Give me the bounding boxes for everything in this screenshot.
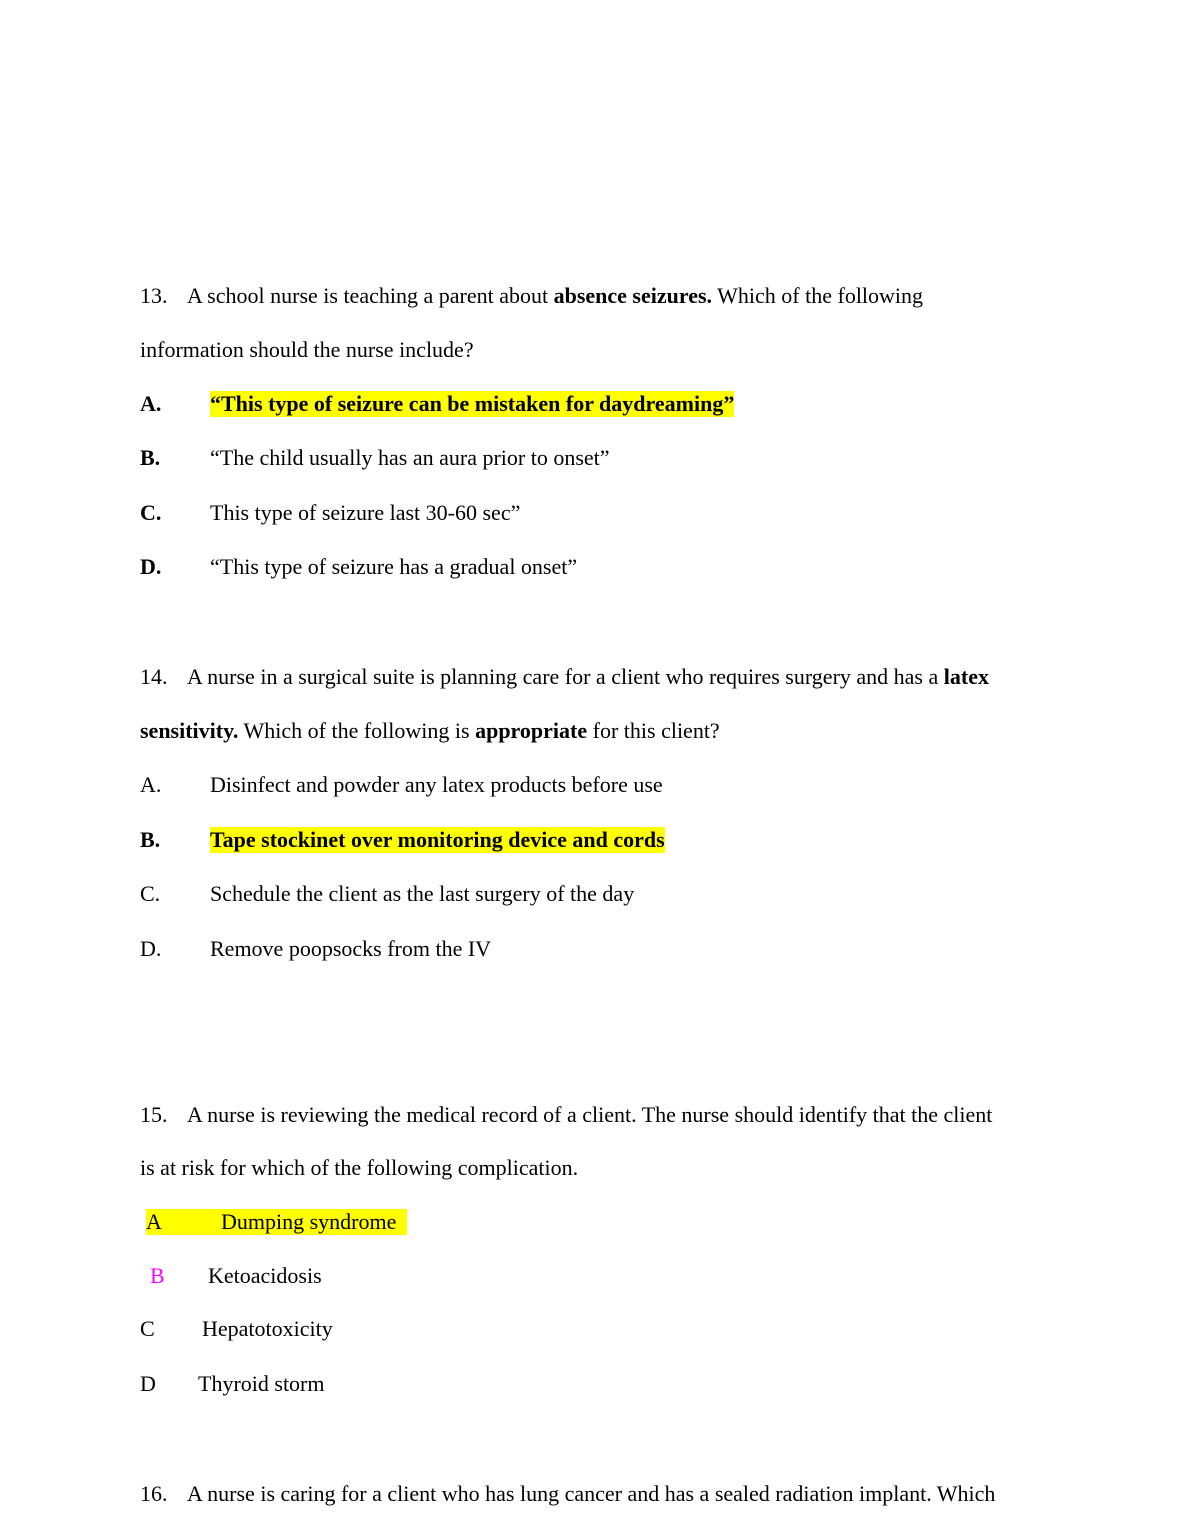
question-15-number: 15. (140, 1102, 168, 1127)
question-15-stem-line1: 15. A nurse is reviewing the medical record of a client. The nurse should identify that the client (140, 1102, 993, 1127)
question-13-stem-line2: information should the nurse include? (140, 337, 474, 362)
correct-answer-highlight: “This type of seizure can be mistaken for daydreaming” (210, 391, 735, 416)
correct-answer-highlight: Tape stockinet over monitoring device and cords (210, 827, 665, 852)
question-15-stem-line2: is at risk for which of the following complication. (140, 1155, 579, 1180)
question-13-stem-line1: 13. A school nurse is teaching a parent about absence seizures. Which of the following (140, 283, 924, 308)
question-16-number: 16. (140, 1481, 168, 1506)
question-15-option-a: A Dumping syndrome (146, 1209, 407, 1235)
question-13-number: 13. (140, 283, 168, 308)
question-16-stem-line1: 16. A nurse is caring for a client who has lung cancer and has a sealed radiation implant. Which (140, 1481, 996, 1506)
question-14-stem-line1: 14. A nurse in a surgical suite is planning care for a client who requires surgery and has a latex (140, 664, 989, 689)
question-14-number: 14. (140, 664, 168, 689)
question-14-stem-line2: sensitivity. Which of the following is appropriate for this client? (140, 718, 720, 743)
